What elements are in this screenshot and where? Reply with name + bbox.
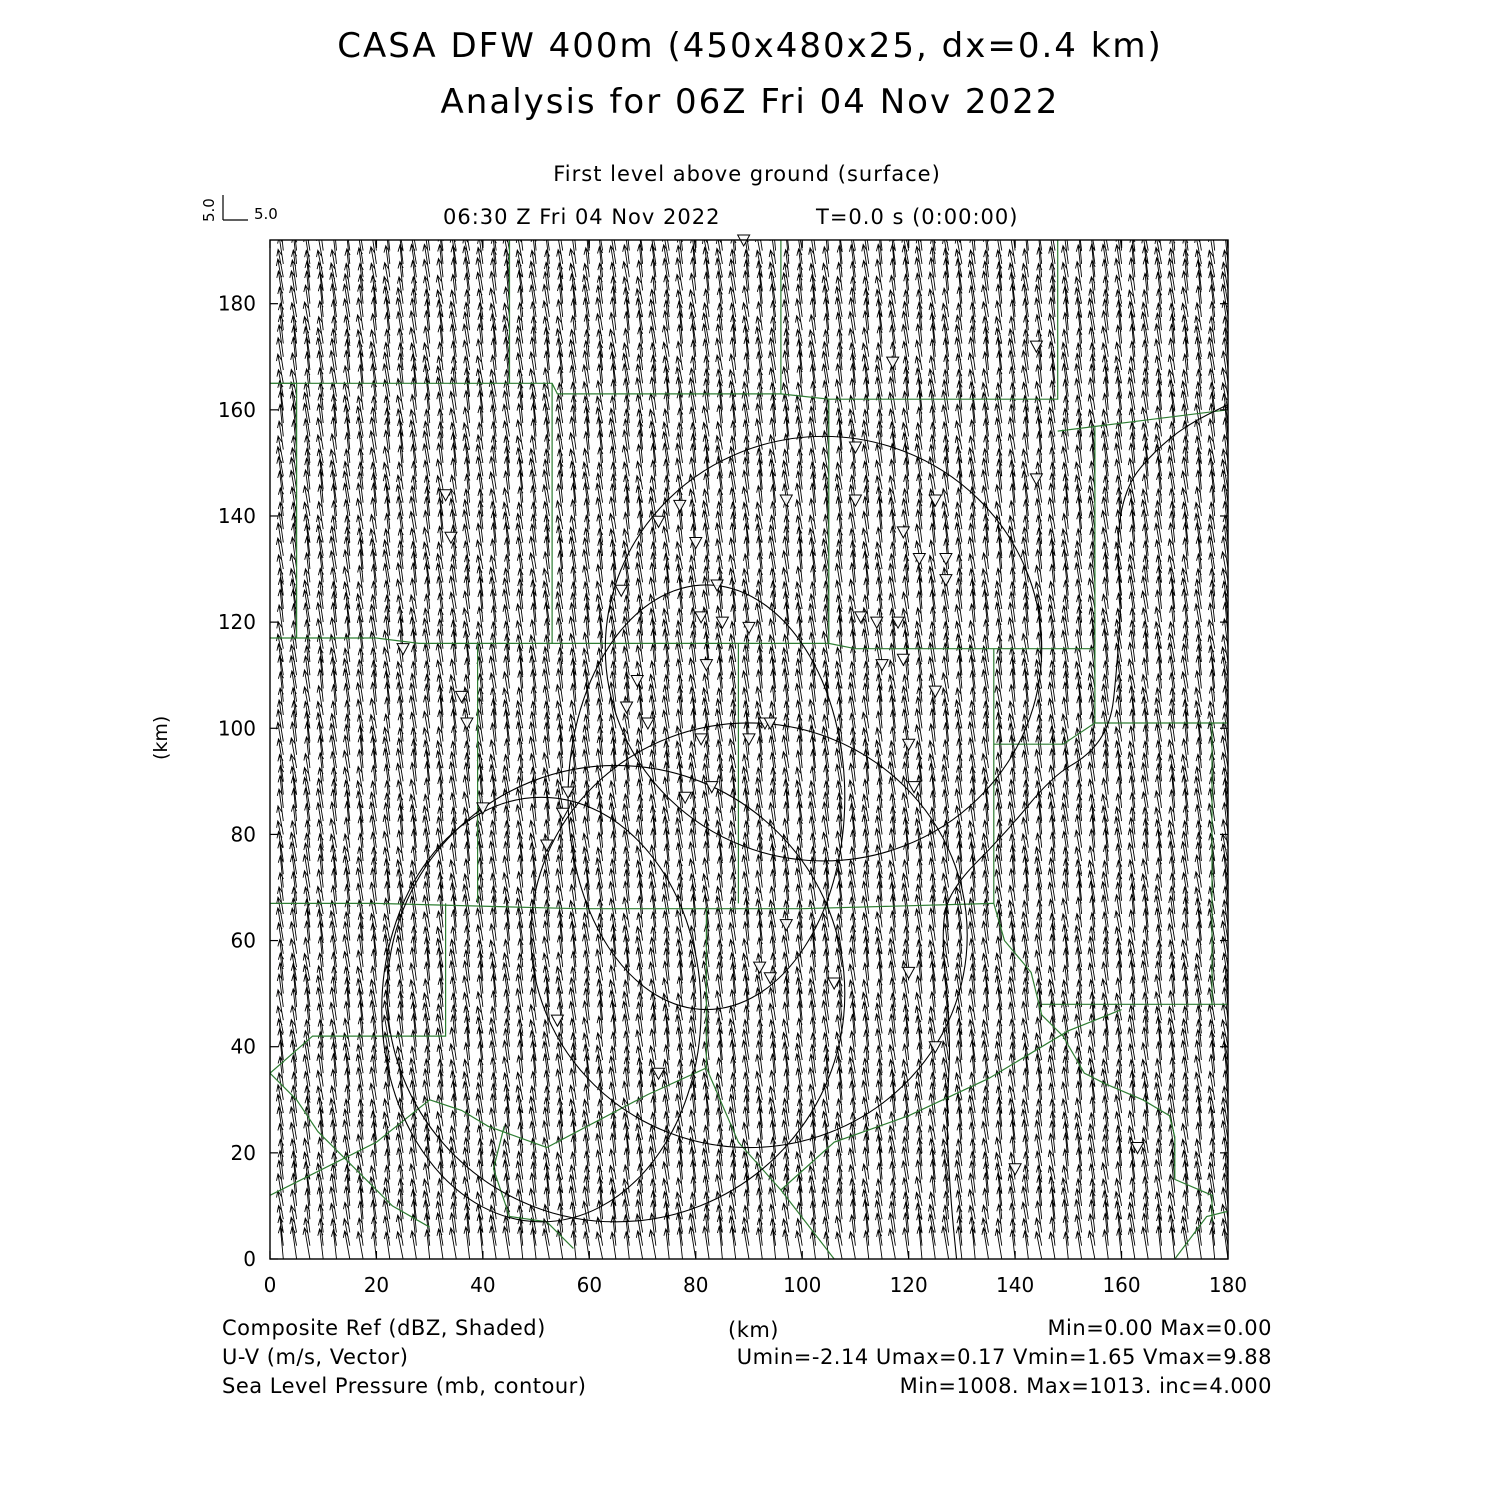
- y-tick-label: 100: [217, 716, 256, 741]
- county-boundary-line: [270, 903, 994, 908]
- x-tick-label: 160: [1102, 1273, 1141, 1297]
- station-marker-icon: [780, 495, 792, 506]
- footer-field2-stats: Umin=-2.14 Umax=0.17 Vmin=1.65 Vmax=9.88: [736, 1345, 1272, 1369]
- y-tick-label: 140: [217, 503, 256, 528]
- station-marker-icon: [743, 622, 755, 633]
- y-tick-label: 60: [230, 928, 256, 953]
- station-marker-icon: [913, 553, 925, 564]
- x-tick-label: 180: [1208, 1273, 1248, 1297]
- station-marker-icon: [615, 585, 627, 596]
- y-axis-label: (km): [150, 715, 172, 760]
- station-marker-icon: [903, 967, 915, 978]
- valid-time-label: 06:30 Z Fri 04 Nov 2022: [443, 205, 721, 229]
- chart-title-line2: Analysis for 06Z Fri 04 Nov 2022: [440, 82, 1060, 122]
- model-time-label: T=0.0 s (0:00:00): [816, 205, 1019, 229]
- x-tick-label: 20: [363, 1273, 390, 1297]
- county-boundary-line: [781, 1010, 1122, 1190]
- footer-field1-name: Composite Ref (dBZ, Shaded): [222, 1316, 546, 1340]
- level-label: First level above ground (surface): [553, 162, 941, 186]
- y-tick-label: 0: [243, 1247, 256, 1271]
- y-tick-label: 160: [217, 397, 256, 422]
- footer-field3-name: Sea Level Pressure (mb, contour): [222, 1374, 587, 1398]
- station-marker-icon: [887, 357, 899, 368]
- y-tick-label: 40: [230, 1034, 256, 1059]
- station-marker-icon: [754, 962, 766, 973]
- vector-key-u-label: 5.0: [254, 205, 278, 223]
- x-tick-label: 40: [470, 1273, 496, 1297]
- station-marker-icon: [621, 702, 633, 713]
- footer-field2-name: U-V (m/s, Vector): [222, 1345, 409, 1369]
- x-tick-label: 0: [263, 1273, 277, 1297]
- county-boundary-line: [1058, 410, 1228, 431]
- y-tick-label: 180: [217, 291, 256, 316]
- station-marker-icon: [642, 718, 654, 729]
- station-marker-icon: [855, 612, 867, 623]
- footer-field1-stats: Min=0.00 Max=0.00: [1047, 1316, 1272, 1340]
- x-tick-label: 80: [683, 1273, 709, 1297]
- station-marker-icon: [929, 1042, 941, 1053]
- y-tick-label: 20: [230, 1140, 256, 1165]
- station-marker-icon: [679, 792, 691, 803]
- x-tick-label: 140: [996, 1273, 1035, 1297]
- y-tick-label: 120: [217, 610, 256, 635]
- footer-field3-stats: Min=1008. Max=1013. inc=4.000: [899, 1374, 1272, 1398]
- station-marker-icon: [461, 718, 473, 729]
- station-marker-icon: [674, 500, 686, 511]
- footer-x-unit: (km): [728, 1318, 780, 1342]
- x-tick-label: 120: [889, 1273, 928, 1297]
- station-marker-icon: [940, 553, 952, 564]
- station-marker-icon: [456, 691, 468, 702]
- x-tick-label: 100: [783, 1273, 822, 1297]
- vector-key-v-label: 5.0: [200, 198, 218, 222]
- y-tick-label: 80: [230, 822, 256, 847]
- station-marker-icon: [780, 920, 792, 931]
- chart-title-line1: CASA DFW 400m (450x480x25, dx=0.4 km): [337, 26, 1163, 66]
- county-boundary-line: [1095, 426, 1228, 723]
- station-marker-icon: [700, 660, 712, 671]
- x-tick-label: 60: [576, 1273, 603, 1297]
